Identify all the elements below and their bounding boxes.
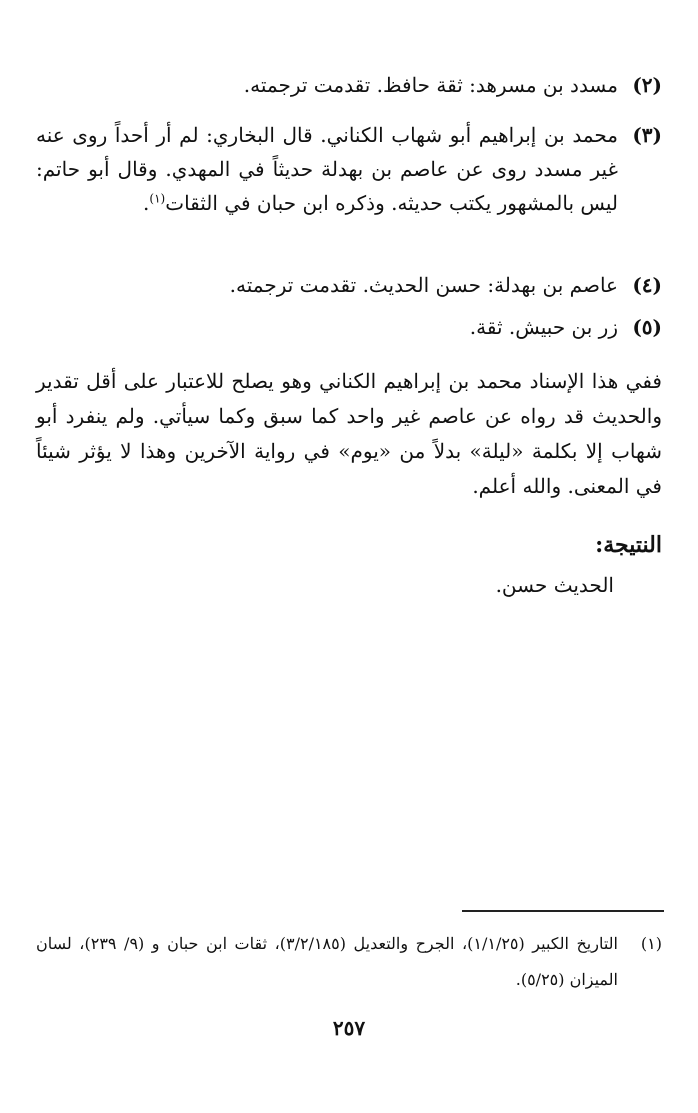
narrator-entry-4 bbox=[36, 268, 662, 302]
result-heading: النتيجة: bbox=[595, 532, 662, 558]
entry-text: عاصم بن بهدلة: حسن الحديث. تقدمت ترجمته. bbox=[229, 273, 618, 297]
narrator-entry-3 bbox=[36, 118, 662, 220]
footnote bbox=[36, 926, 662, 998]
commentary-paragraph: ففي هذا الإسناد محمد بن إبراهيم الكناني وهو يصلح للاعتبار على أقل تقدير والحديث قد رواه عن عاصم غير واحد كما سبق وكما سيأتي. ولم ينفرد أبو شهاب إلا بكلمة «ليلة» بدلاً من «يوم» في رواية الآخرين وهذا لا يؤثر شيئاً في المعنى. والله أعلم. bbox=[36, 369, 662, 498]
footnote-divider bbox=[462, 910, 664, 912]
entry-number: (٣) bbox=[632, 123, 662, 147]
narrator-entry-5 bbox=[36, 310, 662, 344]
entry-text: زر بن حبيش. ثقة. bbox=[469, 315, 618, 339]
footnote-reference: (١) bbox=[149, 191, 166, 206]
footnote-number: (١) bbox=[640, 934, 662, 953]
page-number: ٢٥٧ bbox=[332, 1016, 366, 1040]
entry-text: محمد بن إبراهيم أبو شهاب الكناني. قال البخاري: لم أر أحداً روى عنه غير مسدد روى عن عاصم بن بهدلة حديثاً في المهدي. وقال أبو حاتم: ليس بالمشهور يكتب حديثه. وذكره ابن حبان في الثقات bbox=[36, 123, 618, 215]
entry-text-tail: . bbox=[143, 191, 150, 215]
entry-text-block bbox=[36, 118, 618, 220]
footnote-text: التاريخ الكبير (١/١/٢٥)، الجرح والتعديل (٣/٢/١٨٥)، ثقات ابن حبان و (٩/ ٢٣٩)، لسان الميزان (٥/٢٥). bbox=[36, 934, 618, 989]
entry-number: (٥) bbox=[632, 315, 662, 339]
entry-number: (٤) bbox=[632, 273, 662, 297]
narrator-entry-2 bbox=[36, 68, 662, 102]
entry-text: مسدد بن مسرهد: ثقة حافظ. تقدمت ترجمته. bbox=[243, 73, 618, 97]
entry-number: (٢) bbox=[632, 73, 662, 97]
result-text: الحديث حسن. bbox=[495, 573, 614, 597]
